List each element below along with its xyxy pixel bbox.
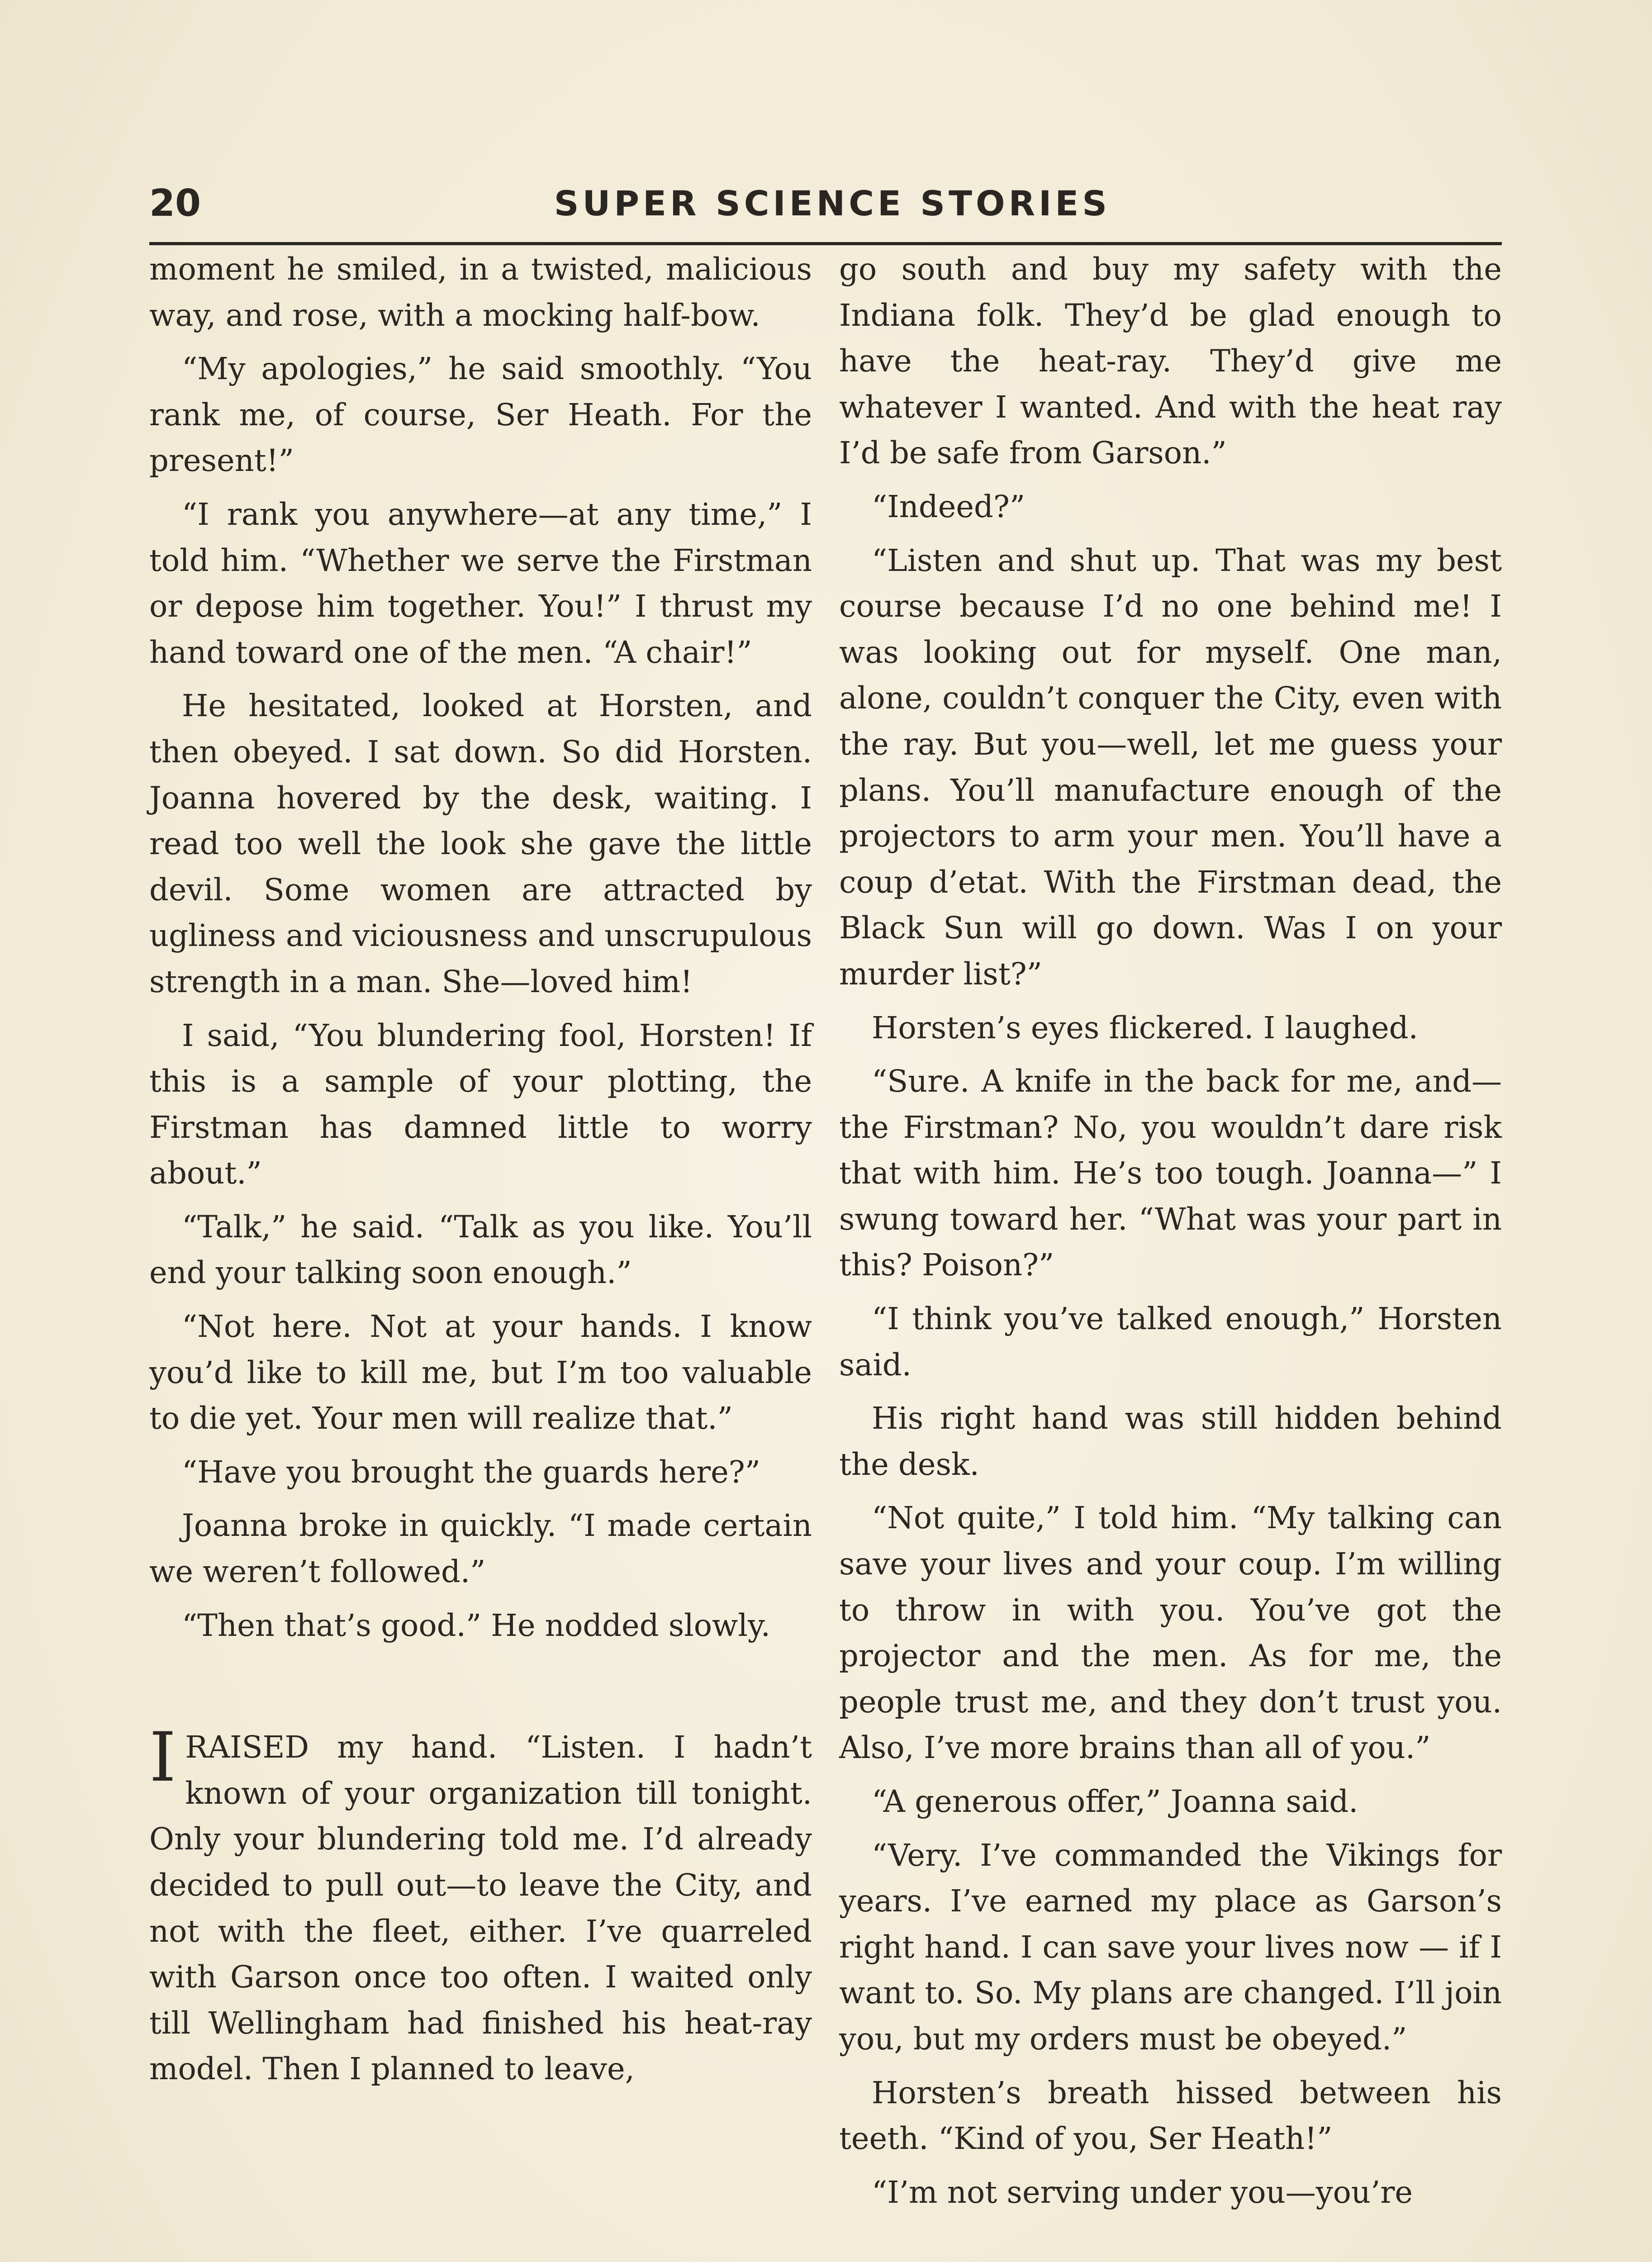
paragraph: moment he smiled, in a twisted, malicious way, and rose, with a mocking half-bow. <box>149 252 812 333</box>
section-start-paragraph <box>149 1718 812 2092</box>
paragraph: “Talk,” he said. “Talk as you like. You’ll end your talking soon enough.” <box>149 1209 812 1291</box>
page-header <box>149 179 1502 245</box>
paragraph: His right hand was still hidden behind the desk. <box>839 1401 1502 1482</box>
paragraph-text: RAISED my hand. “Listen. I hadn’t known of your organization till tonight. Only your blundering told me. I’d already decided to pull out—to leave the City, and not with the fleet, either. I’ve quarreled with Garson once too often. I waited only till Wellingham had finished his heat-ray model. Then I planned to leave, <box>149 1730 812 2087</box>
page-number: 20 <box>149 182 201 225</box>
paragraph: “Not here. Not at your hands. I know you’d like to kill me, but I’m too valuable to die yet. Your men will realize that.” <box>149 1309 812 1436</box>
paragraph: “Then that’s good.” He nodded slowly. <box>182 1607 771 1643</box>
paragraph: “Very. I’ve commanded the Vikings for years. I’ve earned my place as Garson’s right hand. I can save your lives now — if I want to. So. My plans are changed. I’ll join you, but my orders must be obeyed.” <box>839 1837 1502 2057</box>
paragraph: Horsten’s eyes flickered. I laughed. <box>872 1010 1418 1045</box>
paragraph: “Indeed?” <box>872 489 1025 524</box>
right-column <box>839 247 1502 2223</box>
paragraph: Joanna broke in quickly. “I made certain we weren’t followed.” <box>149 1508 812 1590</box>
paragraph: I said, “You blundering fool, Horsten! If this is a sample of your plotting, the Firstman has damned little to worry about.” <box>149 1017 812 1191</box>
left-column <box>149 247 812 2100</box>
paragraph: “Sure. A knife in the back for me, and—the Firstman? No, you wouldn’t dare risk that with him. He’s too tough. Joanna—” I swung toward her. “What was your part in this? Poison?” <box>839 1064 1502 1283</box>
paragraph: “I rank you anywhere—at any time,” I told him. “Whether we serve the Firstman or depose him together. You!” I thrust my hand toward one of the men. “A chair!” <box>149 496 812 670</box>
running-title: SUPER SCIENCE STORIES <box>554 183 1111 223</box>
paragraph: Horsten’s breath hissed between his teeth. “Kind of you, Ser Heath!” <box>839 2075 1502 2157</box>
drop-cap: I <box>149 1718 176 1797</box>
paragraph: “A generous offer,” Joanna said. <box>872 1784 1358 1819</box>
paragraph: “My apologies,” he said smoothly. “You rank me, of course, Ser Heath. For the present!” <box>149 351 812 479</box>
paragraph: “I think you’ve talked enough,” Horsten said. <box>839 1301 1502 1383</box>
paragraph: “I’m not serving under you—you’re <box>872 2174 1413 2210</box>
paragraph: “Not quite,” I told him. “My talking can save your lives and your coup. I’m willing to throw in with you. You’ve got the projector and the men. As for me, the people trust me, and they don’t trust you. Also, I’ve more brains than all of you.” <box>839 1500 1502 1766</box>
paragraph: “Listen and shut up. That was my best course because I’d no one behind me! I was looking out for myself. One man, alone, couldn’t conquer the City, even with the ray. But you—well, let me guess your plans. You’ll manufacture enough of the projectors to arm your men. You’ll have a coup d’etat. With the Firstman dead, the Black Sun will go down. Was I on your murder list?” <box>839 542 1502 992</box>
paragraph: He hesitated, looked at Horsten, and then obeyed. I sat down. So did Horsten. Joanna hovered by the desk, waiting. I read too well the look she gave the little devil. Some women are attracted by ugliness and viciousness and unscrupulous strength in a man. She—loved him! <box>149 688 812 999</box>
paragraph: “Have you brought the guards here?” <box>182 1454 760 1490</box>
paragraph: go south and buy my safety with the Indiana folk. They’d be glad enough to have the heat-ray. They’d give me whatever I wanted. And with the heat ray I’d be safe from Garson.” <box>839 252 1502 471</box>
